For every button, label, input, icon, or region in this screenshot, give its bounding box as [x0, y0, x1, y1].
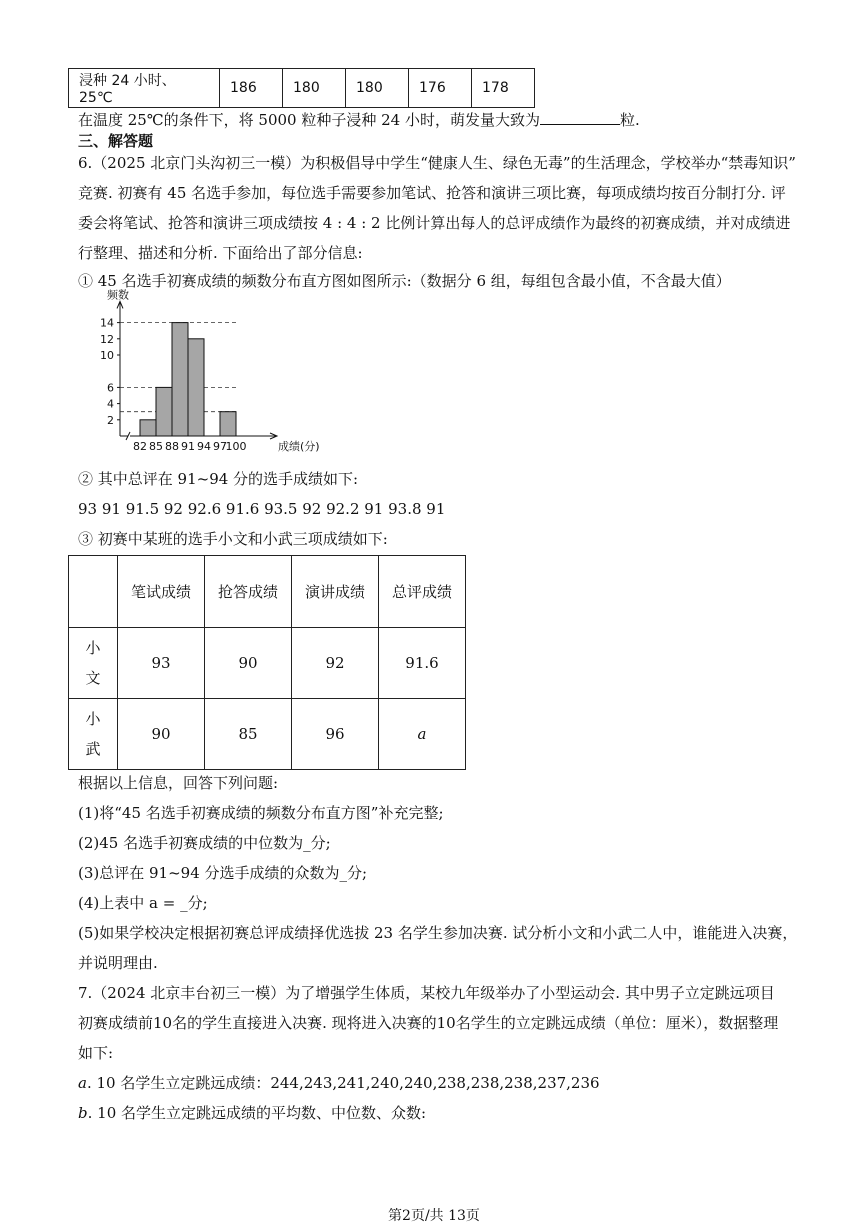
table-cell: 176	[409, 69, 472, 108]
item-text: . 10 名学生立定跳远成绩的平均数、中位数、众数:	[87, 1104, 427, 1122]
q6-info1: ① 45 名选手初赛成绩的频数分布直方图如图所示:（数据分 6 组，每组包含最小值，不含最大值）	[78, 272, 731, 290]
row-label: 浸种 24 小时、25℃	[69, 69, 220, 108]
row-name: 小武	[69, 699, 118, 770]
histogram-bar	[220, 412, 236, 436]
q6-scores-line: 93 91 91.5 92 92.6 91.6 93.5 92 92.2 91 93.8 91	[78, 500, 446, 518]
table-cell: 96	[292, 699, 379, 770]
q6-question: (4)上表中 a = _分;	[78, 894, 208, 912]
table-row	[69, 699, 466, 770]
x-tick-label: 88	[165, 440, 179, 453]
q7-stem-line: 7.（2024 北京丰台初三一模）为了增强学生体质，某校九年级举办了小型运动会. 其中男子立定跳远项目	[78, 984, 775, 1002]
answer-blank	[540, 108, 620, 125]
table-cell: 85	[205, 699, 292, 770]
histogram-bar	[156, 387, 172, 436]
table-cell: 93	[118, 628, 205, 699]
table-header-cell	[69, 556, 118, 628]
table-cell: 180	[346, 69, 409, 108]
y-tick-label: 14	[100, 316, 114, 330]
row-name: 小文	[69, 628, 118, 699]
q6-stem-line: 竞赛. 初赛有 45 名选手参加，每位选手需要参加笔试、抢答和演讲三项比赛，每项成绩均按百分制打分. 评	[78, 184, 786, 202]
table-cell: 92	[292, 628, 379, 699]
page-footer: 第2页/共 13页	[388, 1208, 480, 1224]
table-cell: 90	[205, 628, 292, 699]
table-row	[69, 69, 535, 108]
q7-item-b	[78, 1102, 426, 1124]
table-header-cell: 演讲成绩	[292, 556, 379, 628]
table-cell: a	[379, 699, 466, 770]
table-header-row	[69, 556, 466, 628]
section-title: 三、解答题	[78, 132, 154, 150]
q6-lead: 根据以上信息，回答下列问题:	[78, 774, 279, 792]
y-tick-label: 6	[107, 381, 114, 395]
score-table	[68, 555, 466, 770]
y-tick-label: 4	[107, 397, 114, 411]
item-text: . 10 名学生立定跳远成绩：244,243,241,240,240,238,238,238,237,236	[86, 1074, 600, 1092]
table-row	[69, 628, 466, 699]
q5-tail-line	[78, 108, 640, 131]
table-cell: 90	[118, 699, 205, 770]
table-cell: 178	[472, 69, 535, 108]
x-tick-label: 91	[181, 440, 195, 453]
table-cell: 180	[283, 69, 346, 108]
q6-info2: ② 其中总评在 91~94 分的选手成绩如下:	[78, 470, 359, 488]
histogram-bar	[188, 339, 204, 436]
table-header-cell: 总评成绩	[379, 556, 466, 628]
histogram-bar	[172, 323, 188, 436]
histogram-bar	[140, 420, 156, 436]
y-tick-label: 2	[107, 413, 114, 427]
q7-stem-line: 如下:	[78, 1044, 114, 1062]
q6-info3: ③ 初赛中某班的选手小文和小武三项成绩如下:	[78, 530, 388, 548]
y-axis-label: 频数	[107, 288, 129, 302]
x-tick-label: 94	[197, 440, 211, 453]
top-data-table	[68, 68, 535, 108]
q5-text-end: 粒.	[619, 111, 640, 129]
table-cell: 91.6	[379, 628, 466, 699]
x-tick-label: 100	[225, 440, 247, 453]
x-tick-label: 82	[133, 440, 147, 453]
q6-stem-line: 6.（2025 北京门头沟初三一模）为积极倡导中学生“健康人生、绿色无毒”的生活理念，学校举办“禁毒知识”	[78, 154, 796, 172]
table-header-cell: 笔试成绩	[118, 556, 205, 628]
x-axis-label: 成绩(分)	[278, 440, 320, 453]
y-tick-label: 12	[100, 332, 114, 346]
table-cell: 186	[220, 69, 283, 108]
q6-question: 并说明理由.	[78, 954, 158, 972]
q6-stem-line: 行整理、描述和分析. 下面给出了部分信息:	[78, 244, 363, 262]
item-label: a	[78, 1074, 87, 1092]
q7-stem-line: 初赛成绩前10名的学生直接进入决赛. 现将进入决赛的10名学生的立定跳远成绩（单位：厘米），数据整理	[78, 1014, 779, 1032]
item-label: b	[78, 1104, 88, 1122]
x-tick-label: 85	[149, 440, 163, 453]
x-tick-label: 97	[213, 440, 227, 453]
q6-question: (3)总评在 91~94 分选手成绩的众数为_分;	[78, 864, 368, 882]
q6-question: (1)将“45 名选手初赛成绩的频数分布直方图”补充完整;	[78, 804, 444, 822]
histogram-chart	[78, 288, 328, 461]
q6-question: (2)45 名选手初赛成绩的中位数为_分;	[78, 834, 331, 852]
y-tick-label: 10	[100, 349, 114, 362]
q7-item-a	[78, 1072, 600, 1094]
table-header-cell: 抢答成绩	[205, 556, 292, 628]
q5-text: 在温度 25℃的条件下，将 5000 粒种子浸种 24 小时，萌发量大致为	[78, 111, 540, 129]
q6-stem-line: 委会将笔试、抢答和演讲三项成绩按 4 : 4 : 2 比例计算出每人的总评成绩作为最终的初赛成绩，并对成绩进	[78, 214, 791, 232]
q6-question: (5)如果学校决定根据初赛总评成绩择优选拔 23 名学生参加决赛. 试分析小文和小武二人中，谁能进入决赛，	[78, 924, 798, 942]
